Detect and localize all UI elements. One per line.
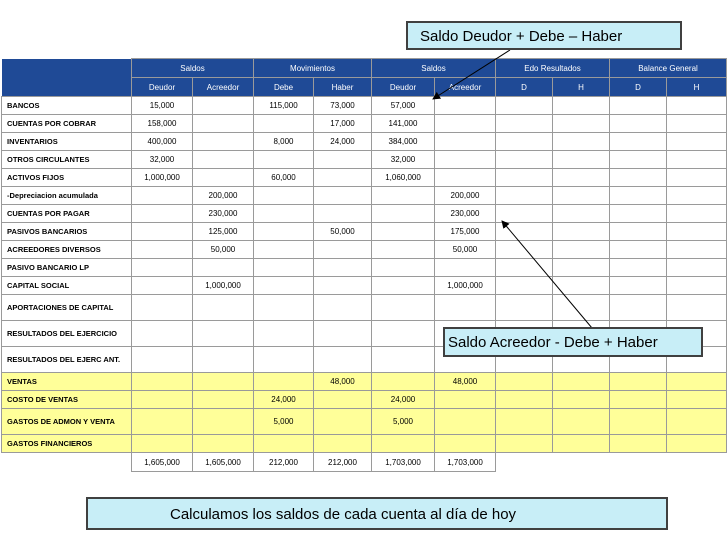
- value-cell: 1,060,000: [372, 169, 435, 187]
- value-cell: 24,000: [314, 133, 372, 151]
- total-cell: 212,000: [254, 453, 314, 472]
- value-cell: 15,000: [132, 97, 193, 115]
- group-header-balance-general: Balance General: [610, 59, 727, 78]
- column-header: D: [610, 78, 667, 97]
- account-name-cell: OTROS CIRCULANTES: [2, 151, 132, 169]
- column-header: H: [553, 78, 610, 97]
- value-cell: 50,000: [193, 241, 254, 259]
- total-cell: 1,703,000: [372, 453, 435, 472]
- value-cell: 50,000: [314, 223, 372, 241]
- value-cell: 1,000,000: [132, 169, 193, 187]
- account-name-cell: -Depreciacion acumulada: [2, 187, 132, 205]
- value-cell: 200,000: [193, 187, 254, 205]
- value-cell: 1,000,000: [435, 277, 496, 295]
- value-cell: 125,000: [193, 223, 254, 241]
- value-cell: 32,000: [132, 151, 193, 169]
- group-header-saldos: Saldos: [132, 59, 254, 78]
- account-name-cell: COSTO DE VENTAS: [2, 391, 132, 409]
- account-name-cell: RESULTADOS DEL EJERCICIO: [2, 321, 132, 347]
- value-cell: 48,000: [435, 373, 496, 391]
- account-name-cell: PASIVO BANCARIO LP: [2, 259, 132, 277]
- value-cell: 73,000: [314, 97, 372, 115]
- value-cell: 175,000: [435, 223, 496, 241]
- value-cell: 50,000: [435, 241, 496, 259]
- column-header: Deudor: [372, 78, 435, 97]
- account-name-cell: BANCOS: [2, 97, 132, 115]
- value-cell: 1,000,000: [193, 277, 254, 295]
- account-name-cell: CAPITAL SOCIAL: [2, 277, 132, 295]
- column-header: Acreedor: [193, 78, 254, 97]
- value-cell: 158,000: [132, 115, 193, 133]
- account-name-cell: ACTIVOS FIJOS: [2, 169, 132, 187]
- total-cell: 1,605,000: [193, 453, 254, 472]
- column-header: Haber: [314, 78, 372, 97]
- value-cell: 400,000: [132, 133, 193, 151]
- group-header-saldos-final: Saldos: [372, 59, 496, 78]
- account-name-cell: CUENTAS POR COBRAR: [2, 115, 132, 133]
- group-header-edo-resultados: Edo Resultados: [496, 59, 610, 78]
- value-cell: 48,000: [314, 373, 372, 391]
- column-header: H: [667, 78, 727, 97]
- formula-callout-acreedor: Saldo Acreedor - Debe + Haber: [443, 327, 703, 357]
- account-name-cell: CUENTAS POR PAGAR: [2, 205, 132, 223]
- account-name-cell: INVENTARIOS: [2, 133, 132, 151]
- value-cell: 230,000: [193, 205, 254, 223]
- column-header: Deudor: [132, 78, 193, 97]
- arrow-to-deudor-column: [433, 50, 510, 99]
- account-name-cell: VENTAS: [2, 373, 132, 391]
- value-cell: 57,000: [372, 97, 435, 115]
- total-cell: 1,703,000: [435, 453, 496, 472]
- account-name-cell: GASTOS FINANCIEROS: [2, 435, 132, 453]
- value-cell: 115,000: [254, 97, 314, 115]
- formula-callout-deudor: Saldo Deudor + Debe – Haber: [406, 21, 682, 50]
- account-name-cell: PASIVOS BANCARIOS: [2, 223, 132, 241]
- value-cell: 24,000: [254, 391, 314, 409]
- caption-callout: Calculamos los saldos de cada cuenta al día de hoy: [86, 497, 668, 530]
- value-cell: 24,000: [372, 391, 435, 409]
- value-cell: 60,000: [254, 169, 314, 187]
- column-header: Acreedor: [435, 78, 496, 97]
- group-header-movimientos: Movimientos: [254, 59, 372, 78]
- account-name-cell: ACREEDORES DIVERSOS: [2, 241, 132, 259]
- column-header: Debe: [254, 78, 314, 97]
- value-cell: 8,000: [254, 133, 314, 151]
- value-cell: 200,000: [435, 187, 496, 205]
- value-cell: 5,000: [254, 409, 314, 435]
- total-cell: 212,000: [314, 453, 372, 472]
- account-name-cell: GASTOS DE ADMON Y VENTA: [2, 409, 132, 435]
- value-cell: 17,000: [314, 115, 372, 133]
- value-cell: 384,000: [372, 133, 435, 151]
- column-header: D: [496, 78, 553, 97]
- value-cell: 5,000: [372, 409, 435, 435]
- total-cell: 1,605,000: [132, 453, 193, 472]
- account-name-cell: RESULTADOS DEL EJERC ANT.: [2, 347, 132, 373]
- account-name-cell: APORTACIONES DE CAPITAL: [2, 295, 132, 321]
- value-cell: 230,000: [435, 205, 496, 223]
- value-cell: 141,000: [372, 115, 435, 133]
- arrow-to-acreedor-column: [502, 221, 592, 328]
- value-cell: 32,000: [372, 151, 435, 169]
